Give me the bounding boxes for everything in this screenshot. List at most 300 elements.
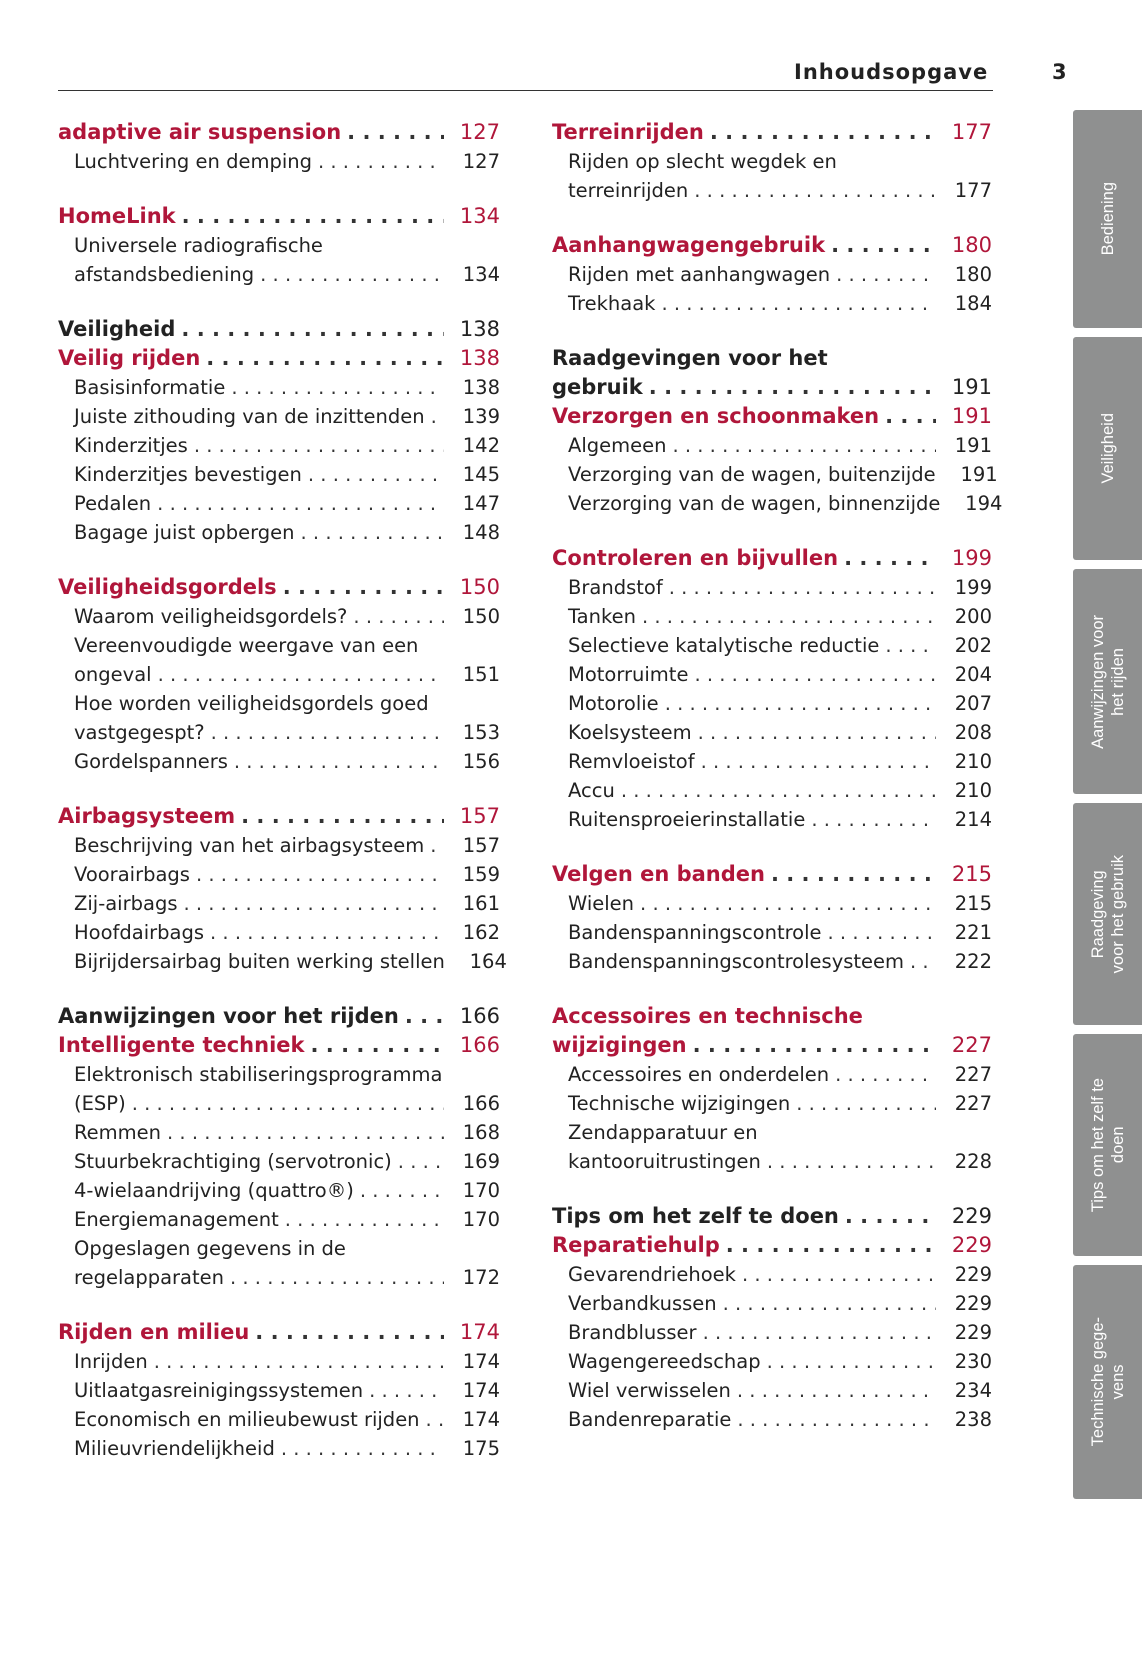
dot-leader [308, 460, 444, 489]
toc-entry-title: Bijrijdersairbag buiten werking stellen [74, 950, 445, 973]
toc-section-heading[interactable] [58, 1318, 500, 1347]
toc-entry-page: 157 [459, 804, 500, 828]
toc-entry[interactable] [552, 805, 992, 834]
dot-leader [742, 1260, 936, 1289]
toc-entry-page: 139 [462, 405, 500, 428]
toc-entry-title: Selectieve katalytische reductie [568, 634, 880, 657]
toc-entry-page: 229 [954, 1263, 992, 1286]
toc-entry-page: 159 [462, 863, 500, 886]
dot-leader [672, 431, 936, 460]
toc-section-heading[interactable] [552, 231, 992, 260]
toc-entry[interactable] [58, 689, 500, 718]
dot-leader [431, 402, 444, 431]
dot-leader [167, 1118, 444, 1147]
toc-section-heading[interactable] [58, 344, 500, 373]
dot-leader [836, 260, 936, 289]
dot-leader [642, 602, 936, 631]
toc-entry-page: 150 [459, 575, 500, 599]
toc-entry-title: terreinrijden [568, 179, 689, 202]
dot-leader [796, 1089, 936, 1118]
toc-entry-title: Terreinrijden [552, 120, 704, 144]
toc-entry[interactable] [58, 431, 500, 460]
section-gap [552, 976, 992, 1002]
toc-entry[interactable] [552, 747, 992, 776]
dot-leader [230, 1263, 444, 1292]
toc-entry[interactable] [58, 460, 500, 489]
dot-leader [154, 1347, 444, 1376]
toc-entry-title: Uitlaatgasreinigingssystemen [74, 1379, 364, 1402]
toc-entry-page: 208 [954, 721, 992, 744]
dot-leader [132, 1089, 444, 1118]
toc-entry-title: Remmen [74, 1121, 162, 1144]
dot-leader [369, 1376, 444, 1405]
toc-entry-page: 229 [954, 1292, 992, 1315]
toc-entry-title: Pedalen [74, 492, 152, 515]
toc-entry-page: 210 [954, 779, 992, 802]
toc-entry[interactable] [58, 518, 500, 547]
toc-entry-page: 199 [954, 576, 992, 599]
toc-entry-title: afstandsbediening [74, 263, 255, 286]
toc-entry[interactable] [552, 460, 998, 489]
toc-entry-page: 238 [954, 1408, 992, 1431]
toc-entry[interactable] [58, 602, 500, 631]
dot-leader [211, 718, 444, 747]
toc-chapter-heading[interactable] [552, 344, 992, 373]
header-title: Inhoudsopgave [794, 60, 989, 84]
toc-chapter-heading[interactable] [58, 1002, 500, 1031]
toc-entry[interactable] [58, 1347, 500, 1376]
toc-entry-title: Brandstof [568, 576, 663, 599]
toc-entry-title: Bandenreparatie [568, 1408, 732, 1431]
toc-entry-page: 184 [954, 292, 992, 315]
toc-entry-page: 172 [462, 1266, 500, 1289]
toc-entry-page: 177 [954, 179, 992, 202]
toc-entry[interactable] [58, 660, 500, 689]
toc-entry-title: Wagengereedschap [568, 1350, 761, 1373]
section-gap [58, 976, 500, 1002]
toc-entry[interactable] [58, 631, 500, 660]
toc-entry-title: Accu [568, 779, 615, 802]
toc-entry[interactable] [58, 402, 500, 431]
toc-entry[interactable] [552, 718, 992, 747]
toc-entry[interactable] [58, 1405, 500, 1434]
toc-section-heading[interactable] [58, 118, 500, 147]
toc-entry[interactable] [552, 1405, 992, 1434]
toc-entry-title: Bandenspanningscontrole [568, 921, 822, 944]
toc-entry-title: Waarom veiligheidsgordels? [74, 605, 348, 628]
dot-leader [231, 373, 444, 402]
toc-entry-title: Trekhaak [568, 292, 656, 315]
toc-entry-title: Gevarendriehoek [568, 1263, 736, 1286]
toc-entry[interactable] [552, 1347, 992, 1376]
toc-entry-title: Rijden met aanhangwagen [568, 263, 831, 286]
toc-entry[interactable] [552, 1318, 992, 1347]
dot-leader [811, 805, 936, 834]
toc-entry[interactable] [58, 489, 500, 518]
toc-entry[interactable] [552, 289, 992, 318]
toc-entry-page: 191 [951, 404, 992, 428]
toc-entry-title: adaptive air suspension [58, 120, 342, 144]
dot-leader [255, 1318, 444, 1347]
toc-entry-page: 166 [462, 1092, 500, 1115]
toc-entry-page: 138 [459, 346, 500, 370]
side-tab-raadgeving[interactable]: Raadgeving voor het gebruik [1073, 803, 1142, 1025]
toc-entry-page: 229 [954, 1321, 992, 1344]
toc-entry[interactable] [58, 373, 500, 402]
toc-entry-title: Velgen en banden [552, 862, 765, 886]
toc-entry-page: 145 [462, 463, 500, 486]
dot-leader [649, 373, 936, 402]
toc-section-heading[interactable] [552, 1031, 992, 1060]
toc-entry-title: Stuurbekrachtiging (servotronic) [74, 1150, 392, 1173]
toc-entry[interactable] [552, 1376, 992, 1405]
toc-entry[interactable] [58, 147, 500, 176]
toc-chapter-heading[interactable] [58, 315, 500, 344]
dot-leader [182, 202, 444, 231]
toc-entry[interactable] [58, 860, 500, 889]
dot-leader [723, 1289, 936, 1318]
toc-entry-page: 229 [951, 1233, 992, 1257]
toc-entry-page: 228 [954, 1150, 992, 1173]
dot-leader [621, 776, 936, 805]
toc-entry-title: Rijden en milieu [58, 1320, 250, 1344]
dot-leader [206, 344, 444, 373]
toc-entry-page: 170 [462, 1208, 500, 1231]
side-tab-tips[interactable]: Tips om het zelf te doen [1073, 1034, 1142, 1256]
toc-entry-title: Vereenvoudigde weergave van een [74, 634, 419, 657]
toc-entry[interactable] [58, 1176, 500, 1205]
page-number: 3 [1052, 60, 1067, 84]
toc-entry-page: 199 [951, 546, 992, 570]
toc-entry-page: 204 [954, 663, 992, 686]
toc-entry-page: 148 [462, 521, 500, 544]
toc-entry-page: 156 [462, 750, 500, 773]
toc-entry[interactable] [58, 947, 507, 976]
toc-entry-page: 164 [469, 950, 507, 973]
dot-leader [845, 1202, 936, 1231]
toc-entry[interactable] [552, 947, 992, 976]
dot-leader [710, 118, 936, 147]
dot-leader [181, 315, 444, 344]
toc-entry[interactable] [58, 1147, 500, 1176]
toc-entry-title: Verzorging van de wagen, buitenzijde [568, 463, 936, 486]
dot-leader [767, 1347, 936, 1376]
toc-entry[interactable] [58, 1234, 500, 1263]
toc-entry-title: Energiemanagement [74, 1208, 279, 1231]
toc-entry-title: Veiligheidsgordels [58, 575, 277, 599]
toc-entry-title: gebruik [552, 375, 643, 399]
dot-leader [405, 1002, 444, 1031]
toc-entry-page: 127 [459, 120, 500, 144]
dot-leader [318, 147, 444, 176]
toc-section-heading[interactable] [552, 402, 992, 431]
toc-entry-page: 138 [462, 376, 500, 399]
toc-entry-page: 134 [462, 263, 500, 286]
toc-entry-title: HomeLink [58, 204, 176, 228]
toc-entry-title: Inrijden [74, 1350, 148, 1373]
toc-entry[interactable] [552, 1289, 992, 1318]
section-gap [58, 776, 500, 802]
dot-leader [311, 1031, 445, 1060]
toc-entry[interactable] [552, 260, 992, 289]
dot-leader [194, 431, 444, 460]
toc-entry-page: 166 [459, 1033, 500, 1057]
toc-entry[interactable] [58, 1089, 500, 1118]
toc-entry-page: 191 [951, 375, 992, 399]
toc-entry-title: Accessoires en technische [552, 1004, 863, 1028]
toc-entry-title: Juiste zithouding van de inzittenden [74, 405, 425, 428]
toc-entry-page: 168 [462, 1121, 500, 1144]
dot-leader [737, 1376, 936, 1405]
toc-entry-page: 134 [459, 204, 500, 228]
toc-entry-page: 147 [462, 492, 500, 515]
dot-leader [885, 631, 936, 660]
toc-entry-title: Bandenspanningscontrolesysteem [568, 950, 905, 973]
toc-entry-page: 174 [462, 1350, 500, 1373]
toc-entry-page: 229 [951, 1204, 992, 1228]
toc-entry-title: Voorairbags [74, 863, 190, 886]
section-gap [58, 547, 500, 573]
toc-entry-title: Ruitensproeierinstallatie [568, 808, 806, 831]
toc-entry-title: Motorruimte [568, 663, 689, 686]
section-gap [552, 1176, 992, 1202]
dot-leader [241, 802, 444, 831]
toc-entry[interactable] [58, 718, 500, 747]
toc-entry[interactable] [58, 889, 500, 918]
toc-entry-title: Reparatiehulp [552, 1233, 720, 1257]
toc-entry-page: 177 [951, 120, 992, 144]
toc-entry[interactable] [58, 1118, 500, 1147]
dot-leader [737, 1405, 936, 1434]
dot-leader [828, 918, 936, 947]
dot-leader [910, 947, 936, 976]
toc-entry-title: (ESP) [74, 1092, 126, 1115]
toc-entry-page: 221 [954, 921, 992, 944]
toc-entry[interactable] [552, 431, 992, 460]
toc-entry-title: Koelsysteem [568, 721, 692, 744]
toc-section-heading[interactable] [552, 118, 992, 147]
toc-entry[interactable] [58, 1434, 500, 1463]
dot-leader [398, 1147, 444, 1176]
dot-leader [831, 231, 936, 260]
toc-entry-page: 157 [462, 834, 500, 857]
toc-entry-title: Veiligheid [58, 317, 176, 341]
dot-leader [665, 689, 936, 718]
toc-entry-page: 174 [459, 1320, 500, 1344]
dot-leader [158, 660, 444, 689]
toc-entry[interactable] [58, 1060, 500, 1089]
header-rule [58, 90, 993, 91]
toc-entry-title: regelapparaten [74, 1266, 225, 1289]
toc-section-heading[interactable] [58, 802, 500, 831]
toc-entry[interactable] [58, 1376, 500, 1405]
toc-section-heading[interactable] [552, 860, 992, 889]
toc-entry-page: 210 [954, 750, 992, 773]
toc-entry-title: Brandblusser [568, 1321, 697, 1344]
dot-leader [844, 544, 936, 573]
toc-entry[interactable] [552, 776, 992, 805]
dot-leader [430, 831, 444, 860]
toc-entry-title: Hoe worden veiligheidsgordels goed [74, 692, 429, 715]
toc-entry[interactable] [552, 889, 992, 918]
toc-section-heading[interactable] [552, 544, 992, 573]
toc-entry-page: 227 [951, 1033, 992, 1057]
toc-entry[interactable] [552, 1089, 992, 1118]
toc-entry-page: 138 [459, 317, 500, 341]
toc-entry-page: 214 [954, 808, 992, 831]
toc-entry-page: 142 [462, 434, 500, 457]
dot-leader [640, 889, 936, 918]
toc-entry-page: 202 [954, 634, 992, 657]
section-gap [552, 518, 992, 544]
toc-entry-page: 175 [462, 1437, 500, 1460]
toc-entry-title: Opgeslagen gegevens in de [74, 1237, 346, 1260]
toc-entry-title: Basisinformatie [74, 376, 226, 399]
dot-leader [703, 1318, 936, 1347]
dot-leader [260, 260, 444, 289]
dot-leader [360, 1176, 444, 1205]
toc-entry-title: Remvloeistof [568, 750, 695, 773]
toc-entry[interactable] [58, 1205, 500, 1234]
toc-entry-page: 162 [462, 921, 500, 944]
dot-leader [183, 889, 444, 918]
toc-section-heading[interactable] [552, 1231, 992, 1260]
toc-entry-title: ongeval [74, 663, 152, 686]
toc-entry-title: Beschrijving van het airbagsysteem [74, 834, 425, 857]
toc-entry[interactable] [552, 573, 992, 602]
toc-chapter-heading[interactable] [552, 1202, 992, 1231]
toc-entry-page: 215 [954, 892, 992, 915]
side-tab-aanwijzingen[interactable]: Aanwijzingen voor het rijden [1073, 569, 1142, 794]
toc-entry[interactable] [552, 660, 992, 689]
toc-entry[interactable] [58, 231, 500, 260]
toc-entry-page: 174 [462, 1379, 500, 1402]
dot-leader [426, 1405, 444, 1434]
toc-entry[interactable] [58, 260, 500, 289]
dot-leader [281, 1434, 444, 1463]
toc-entry-page: 180 [951, 233, 992, 257]
section-gap [58, 289, 500, 315]
toc-entry-title: Raadgevingen voor het [552, 346, 828, 370]
dot-leader [661, 289, 936, 318]
toc-entry-title: Kinderzitjes bevestigen [74, 463, 302, 486]
toc-entry-page: 215 [951, 862, 992, 886]
toc-entry[interactable] [552, 602, 992, 631]
toc-entry-page: 191 [954, 434, 992, 457]
toc-entry[interactable] [552, 918, 992, 947]
toc-entry-title: Wielen [568, 892, 635, 915]
toc-entry-title: Verzorging van de wagen, binnenzijde [568, 492, 941, 515]
toc-entry-title: Intelligente techniek [58, 1033, 305, 1057]
toc-entry[interactable] [58, 747, 500, 776]
toc-entry-page: 200 [954, 605, 992, 628]
toc-entry-title: Zendapparatuur en [568, 1121, 758, 1144]
toc-entry-title: Kinderzitjes [74, 434, 188, 457]
toc-entry[interactable] [552, 1118, 992, 1147]
dot-leader [210, 918, 444, 947]
toc-entry-page: 153 [462, 721, 500, 744]
toc-entry-title: Economisch en milieubewust rijden [74, 1408, 420, 1431]
toc-entry-title: Rijden op slecht wegdek en [568, 150, 837, 173]
toc-entry-title: wijzigingen [552, 1033, 687, 1057]
toc-entry-page: 151 [462, 663, 500, 686]
toc-entry-page: 161 [462, 892, 500, 915]
toc-entry-title: Zij-airbags [74, 892, 178, 915]
toc-entry-title: Accessoires en onderdelen [568, 1063, 830, 1086]
dot-leader [196, 860, 444, 889]
toc-entry[interactable] [58, 1263, 500, 1292]
dot-leader [726, 1231, 936, 1260]
toc-entry-title: kantooruitrustingen [568, 1150, 761, 1173]
toc-entry-title: Bagage juist opbergen [74, 521, 295, 544]
toc-entry-page: 150 [462, 605, 500, 628]
section-gap [552, 205, 992, 231]
toc-entry-page: 127 [462, 150, 500, 173]
dot-leader [835, 1060, 936, 1089]
toc-entry-page: 234 [954, 1379, 992, 1402]
toc-right-column [552, 118, 1003, 1434]
toc-entry[interactable] [58, 918, 500, 947]
toc-section-heading[interactable] [58, 202, 500, 231]
dot-leader [701, 747, 936, 776]
toc-section-heading[interactable] [58, 573, 500, 602]
toc-entry-title: Aanhangwagengebruik [552, 233, 826, 257]
toc-entry-page: 166 [459, 1004, 500, 1028]
toc-entry[interactable] [552, 631, 992, 660]
section-gap [58, 176, 500, 202]
toc-entry-title: Tanken [568, 605, 636, 628]
dot-leader [698, 718, 936, 747]
side-tab-technische-gegevens[interactable]: Technische gege- vens [1073, 1265, 1142, 1499]
toc-entry[interactable] [552, 1260, 992, 1289]
toc-entry[interactable] [552, 689, 992, 718]
dot-leader [694, 176, 936, 205]
toc-entry-title: Milieuvriendelijkheid [74, 1437, 275, 1460]
toc-entry-title: 4-wielaandrijving (quattro®) [74, 1179, 354, 1202]
toc-entry-title: Luchtvering en demping [74, 150, 312, 173]
toc-entry-page: 227 [954, 1063, 992, 1086]
toc-entry-page: 227 [954, 1092, 992, 1115]
dot-leader [283, 573, 444, 602]
dot-leader [285, 1205, 444, 1234]
toc-entry[interactable] [58, 831, 500, 860]
toc-entry[interactable] [552, 147, 992, 176]
toc-section-heading[interactable] [58, 1031, 500, 1060]
toc-entry-title: Technische wijzigingen [568, 1092, 791, 1115]
side-tab-bediening[interactable]: Bediening [1073, 110, 1142, 328]
toc-entry-page: 169 [462, 1150, 500, 1173]
dot-leader [157, 489, 444, 518]
toc-entry-title: Verzorgen en schoonmaken [552, 404, 880, 428]
toc-entry[interactable] [552, 489, 1003, 518]
side-tab-veiligheid[interactable]: Veiligheid [1073, 337, 1142, 560]
toc-entry-title: Hoofdairbags [74, 921, 205, 944]
dot-leader [669, 573, 936, 602]
toc-entry[interactable] [552, 176, 992, 205]
toc-entry-title: Universele radiografische [74, 234, 323, 257]
toc-entry-page: 194 [965, 492, 1003, 515]
dot-leader [347, 118, 444, 147]
toc-entry-page: 207 [954, 692, 992, 715]
toc-entry-title: Algemeen [568, 434, 667, 457]
toc-entry-title: Motorolie [568, 692, 659, 715]
toc-section-heading[interactable] [552, 1002, 992, 1031]
toc-entry[interactable] [552, 1060, 992, 1089]
toc-chapter-heading[interactable] [552, 373, 992, 402]
toc-entry-page: 222 [954, 950, 992, 973]
toc-entry[interactable] [552, 1147, 992, 1176]
toc-entry-page: 174 [462, 1408, 500, 1431]
